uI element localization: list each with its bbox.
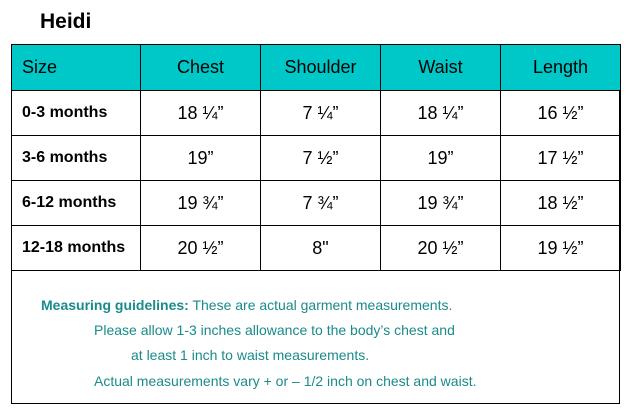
notes-label: Measuring guidelines: <box>41 297 189 313</box>
header-length: Length <box>501 45 621 91</box>
table-row <box>12 136 621 181</box>
notes-line-4: Actual measurements vary + or – 1/2 inch on chest and waist. <box>94 373 477 389</box>
notes-line-2: Please allow 1-3 inches allowance to the body’s chest and <box>94 322 455 338</box>
size-cell: 3-6 months <box>12 136 141 181</box>
waist-cell: 20 ½” <box>381 226 501 271</box>
waist-cell: 19 ¾” <box>381 181 501 226</box>
length-cell: 17 ½” <box>501 136 621 181</box>
header-size: Size <box>12 45 141 91</box>
shoulder-cell: 7 ¼” <box>261 91 381 136</box>
chest-cell: 18 ¼” <box>141 91 261 136</box>
header-waist: Waist <box>381 45 501 91</box>
length-cell: 16 ½” <box>501 91 621 136</box>
notes-line-1 <box>41 297 452 313</box>
page-title: Heidi <box>40 10 92 33</box>
shoulder-cell: 8" <box>261 226 381 271</box>
length-cell: 19 ½” <box>501 226 621 271</box>
table-row <box>12 226 621 271</box>
notes-line-3: at least 1 inch to waist measurements. <box>131 347 370 363</box>
table-row <box>12 91 621 136</box>
waist-cell: 18 ¼” <box>381 91 501 136</box>
chest-cell: 20 ½” <box>141 226 261 271</box>
chest-cell: 19” <box>141 136 261 181</box>
chest-cell: 19 ¾” <box>141 181 261 226</box>
size-cell: 12-18 months <box>12 226 141 271</box>
table-row <box>12 181 621 226</box>
shoulder-cell: 7 ¾” <box>261 181 381 226</box>
header-row <box>12 45 621 91</box>
size-cell: 0-3 months <box>12 91 141 136</box>
length-cell: 18 ½” <box>501 181 621 226</box>
notes-text-1: These are actual garment measurements. <box>188 297 453 313</box>
size-chart-table <box>11 44 621 271</box>
shoulder-cell: 7 ½” <box>261 136 381 181</box>
size-cell: 6-12 months <box>12 181 141 226</box>
header-chest: Chest <box>141 45 261 91</box>
waist-cell: 19” <box>381 136 501 181</box>
header-shoulder: Shoulder <box>261 45 381 91</box>
